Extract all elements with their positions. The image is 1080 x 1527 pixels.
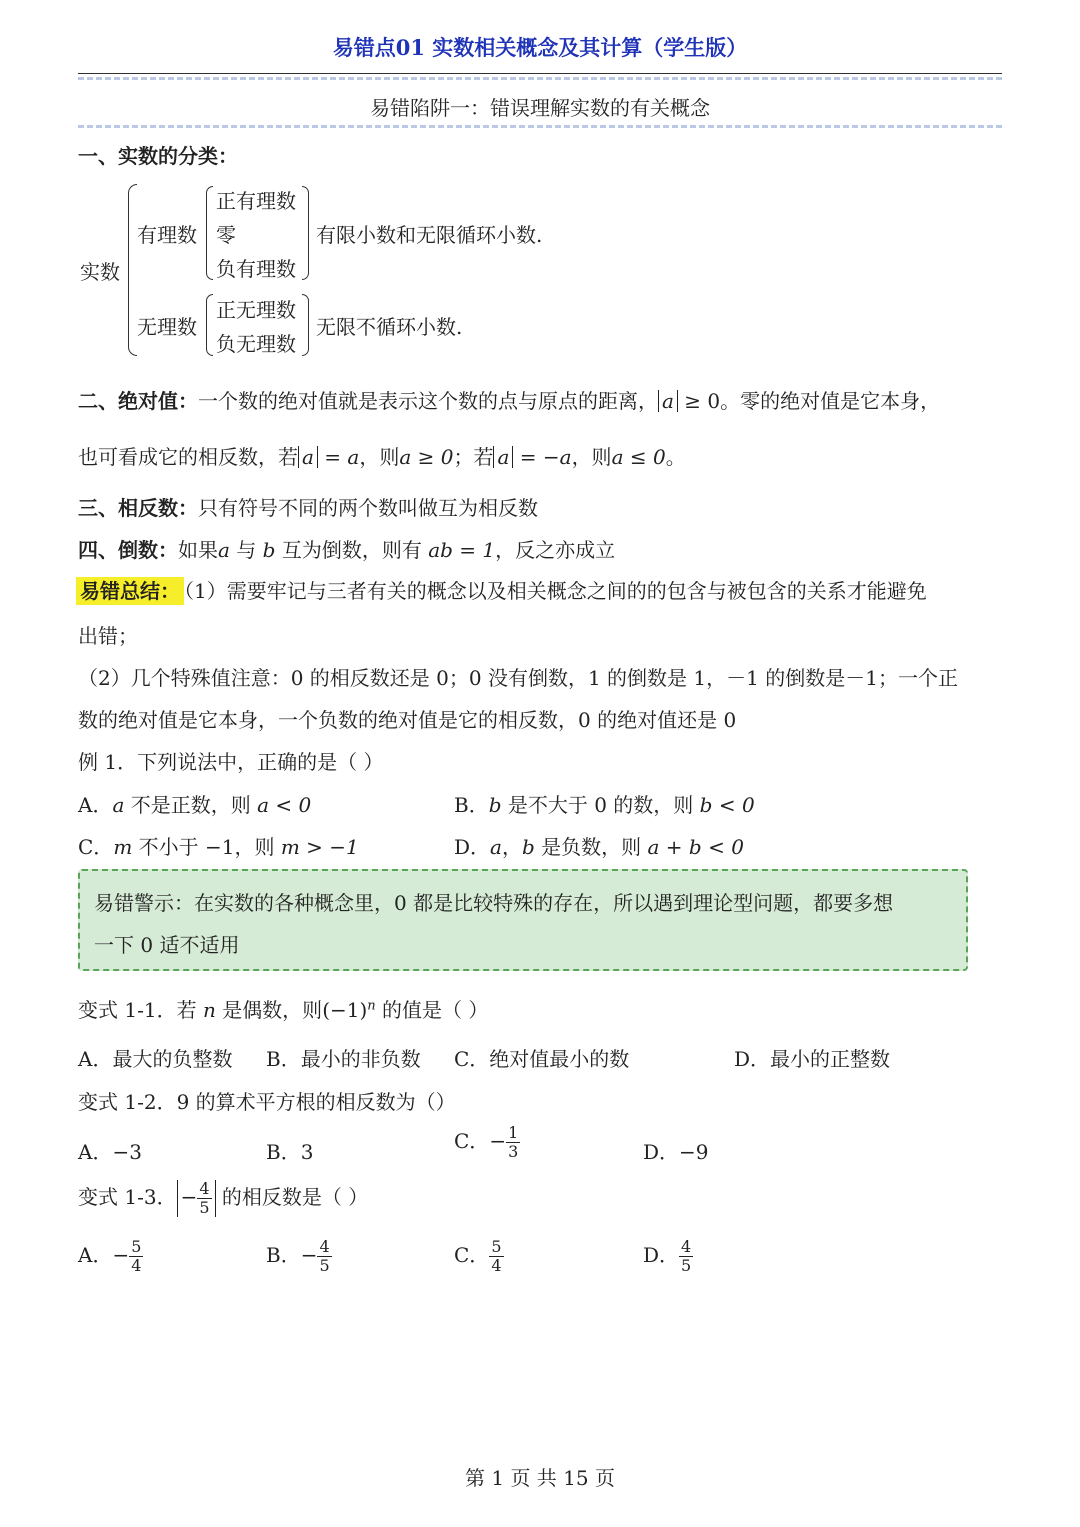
- variant2-option-c[interactable]: C．− $\frac{1}{3}$: [454, 1123, 519, 1161]
- section3-heading: 三、相反数：: [78, 496, 198, 520]
- variant3-question: 变式 1-3． − $\frac{4}{5}$ 的相反数是（ ）: [78, 1179, 369, 1217]
- summary-label: 易错总结：: [76, 577, 184, 605]
- tree-irrational-desc: 无限不循环小数.: [316, 315, 463, 339]
- variant3-option-d[interactable]: D． $\frac{4}{5}$: [643, 1237, 692, 1275]
- tree-rational-desc: 有限小数和无限循环小数.: [316, 223, 543, 247]
- variant1-option-a[interactable]: A．最大的负整数: [78, 1047, 233, 1071]
- section1-heading: 一、实数的分类：: [78, 144, 238, 168]
- fraction: $\frac{4}{5}$: [319, 1237, 330, 1275]
- fraction: $\frac{1}{3}$: [508, 1123, 519, 1161]
- abs-value-line2: 也可看成它的相反数，若 a = a，则a ≥ 0；若 a = −a，则a ≤ 0。: [78, 445, 686, 469]
- section-subtitle: 易错陷阱一：错误理解实数的有关概念: [370, 96, 710, 120]
- abs-value-line1: 二、绝对值：一个数的绝对值就是表示这个数的点与原点的距离， a ≥ 0。零的绝对值是它本身，: [78, 389, 941, 413]
- tree-zero: 零: [216, 223, 236, 247]
- rational-brace: [206, 186, 213, 280]
- variant2-question: 变式 1-2．9 的算术平方根的相反数为（）: [78, 1090, 456, 1114]
- warning-line1: 易错警示：在实数的各种概念里，0 都是比较特殊的存在，所以遇到理论型问题，都要多想: [94, 891, 894, 915]
- tree-rational: 有理数: [137, 223, 197, 247]
- subtitle-top-rule: [78, 77, 1002, 80]
- fraction: $\frac{5}{4}$: [491, 1237, 502, 1275]
- section4-heading: 四、倒数：: [78, 538, 178, 562]
- variant1-option-c[interactable]: C．绝对值最小的数: [454, 1047, 630, 1071]
- variant1-question: 变式 1-1．若 n 是偶数，则$(-1)^n$ 的值是（ ）: [78, 998, 489, 1022]
- tree-neg-irrational: 负无理数: [216, 332, 296, 356]
- abs-a: a: [658, 390, 678, 412]
- abs-fraction: − $\frac{4}{5}$: [177, 1180, 216, 1217]
- example1-question: 例 1．下列说法中，正确的是（ ）: [78, 750, 384, 774]
- summary-line1: 易错总结： （1）需要牢记与三者有关的概念以及相关概念之间的的包含与被包含的关系才能避免: [76, 575, 927, 604]
- rational-close-brace: [302, 186, 309, 280]
- variant3-option-a[interactable]: A．− $\frac{5}{4}$: [78, 1237, 142, 1275]
- variant2-option-a[interactable]: A．−3: [78, 1140, 142, 1164]
- tree-pos-rational: 正有理数: [216, 189, 296, 213]
- irrational-brace: [206, 294, 213, 356]
- tree-pos-irrational: 正无理数: [216, 298, 296, 322]
- summary-line2: 出错；: [78, 624, 138, 648]
- variant1-option-b[interactable]: B．最小的非负数: [266, 1047, 421, 1071]
- reciprocal-line: 四、倒数：如果a 与 b 互为倒数，则有 ab = 1，反之亦成立: [78, 538, 616, 562]
- example1-option-d[interactable]: D．a，b 是负数，则 a + b < 0: [454, 835, 744, 859]
- fraction: $\frac{4}{5}$: [681, 1237, 692, 1275]
- tree-neg-rational: 负有理数: [216, 257, 296, 281]
- opposite-number-line: 三、相反数：只有符号不同的两个数叫做互为相反数: [78, 496, 538, 520]
- example1-option-a[interactable]: A．a 不是正数，则 a < 0: [78, 793, 312, 817]
- warning-line2: 一下 0 适不适用: [94, 933, 240, 957]
- example1-option-c[interactable]: C．m 不小于 −1，则 m > −1: [78, 835, 359, 859]
- root-brace: [128, 184, 137, 356]
- variant1-option-d[interactable]: D．最小的正整数: [734, 1047, 891, 1071]
- variant2-option-d[interactable]: D．−9: [643, 1140, 709, 1164]
- subtitle-bottom-rule: [78, 125, 1002, 128]
- variant3-option-c[interactable]: C． $\frac{5}{4}$: [454, 1237, 502, 1275]
- variant3-option-b[interactable]: B．− $\frac{4}{5}$: [266, 1237, 330, 1275]
- summary-line4: 数的绝对值是它本身，一个负数的绝对值是它的相反数，0 的绝对值还是 0: [78, 708, 737, 732]
- fraction: $\frac{5}{4}$: [131, 1237, 142, 1275]
- summary-line3: （2）几个特殊值注意：0 的相反数还是 0；0 没有倒数，1 的倒数是 1，－1 的倒数是－1；一个正: [78, 666, 958, 690]
- title-rule: [78, 73, 1002, 74]
- tree-irrational: 无理数: [137, 315, 197, 339]
- page-footer: 第 1 页 共 15 页: [465, 1466, 615, 1490]
- example1-option-b[interactable]: B．b 是不大于 0 的数，则 b < 0: [454, 793, 755, 817]
- tree-root: 实数: [80, 260, 120, 284]
- warning-box: [78, 869, 968, 971]
- irrational-close-brace: [302, 294, 309, 356]
- variant2-option-b[interactable]: B．3: [266, 1140, 314, 1164]
- document-title: 易错点01 实数相关概念及其计算（学生版）: [332, 35, 748, 60]
- section2-heading: 二、绝对值：: [78, 389, 198, 413]
